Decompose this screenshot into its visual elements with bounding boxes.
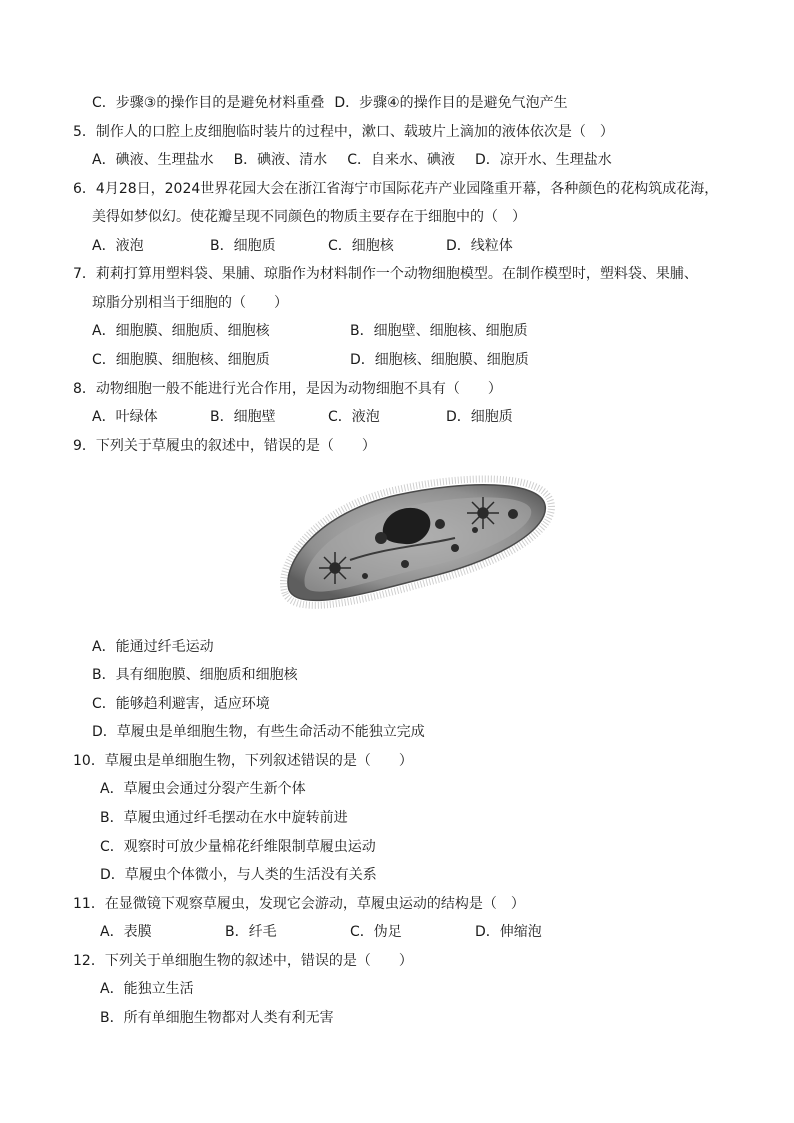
q6-option-a: A．液泡	[92, 238, 144, 254]
q10-option-d: D．草履虫个体微小，与人类的生活没有关系	[100, 867, 377, 883]
q10-option-a: A．草履虫会通过分裂产生新个体	[100, 781, 306, 797]
q5-option-d: D．凉开水、生理盐水	[474, 152, 612, 168]
q8-options	[92, 407, 513, 427]
q8-stem: 8．动物细胞一般不能进行光合作用，是因为动物细胞不具有（ ）	[73, 381, 502, 397]
q7-option-c: C．细胞膜、细胞核、细胞质	[92, 352, 270, 368]
q10-option-b: B．草履虫通过纤毛摆动在水中旋转前进	[100, 810, 348, 826]
q6-option-c: C．细胞核	[328, 238, 394, 254]
q6-stem-line2: 美得如梦似幻。使花瓣呈现不同颜色的物质主要存在于细胞中的（ ）	[92, 209, 526, 225]
q7-options-ab	[92, 321, 528, 341]
q8-option-c: C．液泡	[328, 409, 380, 425]
q4-option-d: D．步骤④的操作目的是避免气泡产生	[334, 95, 568, 111]
paramecium-illustration	[255, 468, 555, 618]
q10-option-c: C．观察时可放少量棉花纤维限制草履虫运动	[100, 839, 376, 855]
q6-option-b: B．细胞质	[210, 238, 276, 254]
q7-stem-line2: 琼脂分别相当于细胞的（ ）	[92, 295, 288, 311]
q9-option-a: A．能通过纤毛运动	[92, 639, 214, 655]
q11-options	[100, 922, 542, 942]
q11-option-a: A．表膜	[100, 924, 152, 940]
q12-stem: 12．下列关于单细胞生物的叙述中，错误的是（ ）	[73, 953, 413, 969]
q6-option-d: D．线粒体	[446, 238, 513, 254]
q8-option-b: B．细胞壁	[210, 409, 276, 425]
q10-stem: 10．草履虫是单细胞生物，下列叙述错误的是（ ）	[73, 753, 413, 769]
q11-option-d: D．伸缩泡	[475, 924, 542, 940]
q7-stem-line1: 7．莉莉打算用塑料袋、果脯、琼脂作为材料制作一个动物细胞模型。在制作模型时，塑料袋、果脯、	[73, 266, 698, 282]
q7-option-a: A．细胞膜、细胞质、细胞核	[92, 323, 270, 339]
q7-option-d: D．细胞核、细胞膜、细胞质	[350, 352, 529, 368]
q11-option-b: B．纤毛	[225, 924, 277, 940]
q5-option-a: A．碘液、生理盐水	[92, 152, 214, 168]
q8-option-a: A．叶绿体	[92, 409, 158, 425]
q4-options-cd	[92, 93, 568, 113]
q9-option-c: C．能够趋利避害，适应环境	[92, 696, 270, 712]
q6-options	[92, 236, 513, 256]
q9-stem: 9．下列关于草履虫的叙述中，错误的是（ ）	[73, 438, 376, 454]
q5-option-c: C．自来水、碘液	[347, 152, 455, 168]
q5-options	[92, 150, 612, 170]
q8-option-d: D．细胞质	[446, 409, 513, 425]
q12-option-a: A．能独立生活	[100, 981, 194, 997]
q5-stem: 5．制作人的口腔上皮细胞临时装片的过程中，漱口、载玻片上滴加的液体依次是（ ）	[73, 124, 614, 140]
q6-stem-line1: 6．4月28日，2024世界花园大会在浙江省海宁市国际花卉产业园隆重开幕，各种颜色的花构筑成花海，	[73, 181, 719, 197]
q12-option-b: B．所有单细胞生物都对人类有利无害	[100, 1010, 334, 1026]
q9-option-b: B．具有细胞膜、细胞质和细胞核	[92, 667, 298, 683]
paramecium-icon	[255, 468, 555, 618]
q4-option-c: C．步骤③的操作目的是避免材料重叠	[92, 95, 325, 111]
q11-option-c: C．伪足	[350, 924, 402, 940]
q5-option-b: B．碘液、清水	[233, 152, 328, 168]
q9-option-d: D．草履虫是单细胞生物，有些生命活动不能独立完成	[92, 724, 425, 740]
q7-option-b: B．细胞壁、细胞核、细胞质	[350, 323, 528, 339]
q11-stem: 11．在显微镜下观察草履虫，发现它会游动，草履虫运动的结构是（ ）	[73, 896, 525, 912]
q7-options-cd	[92, 350, 529, 370]
